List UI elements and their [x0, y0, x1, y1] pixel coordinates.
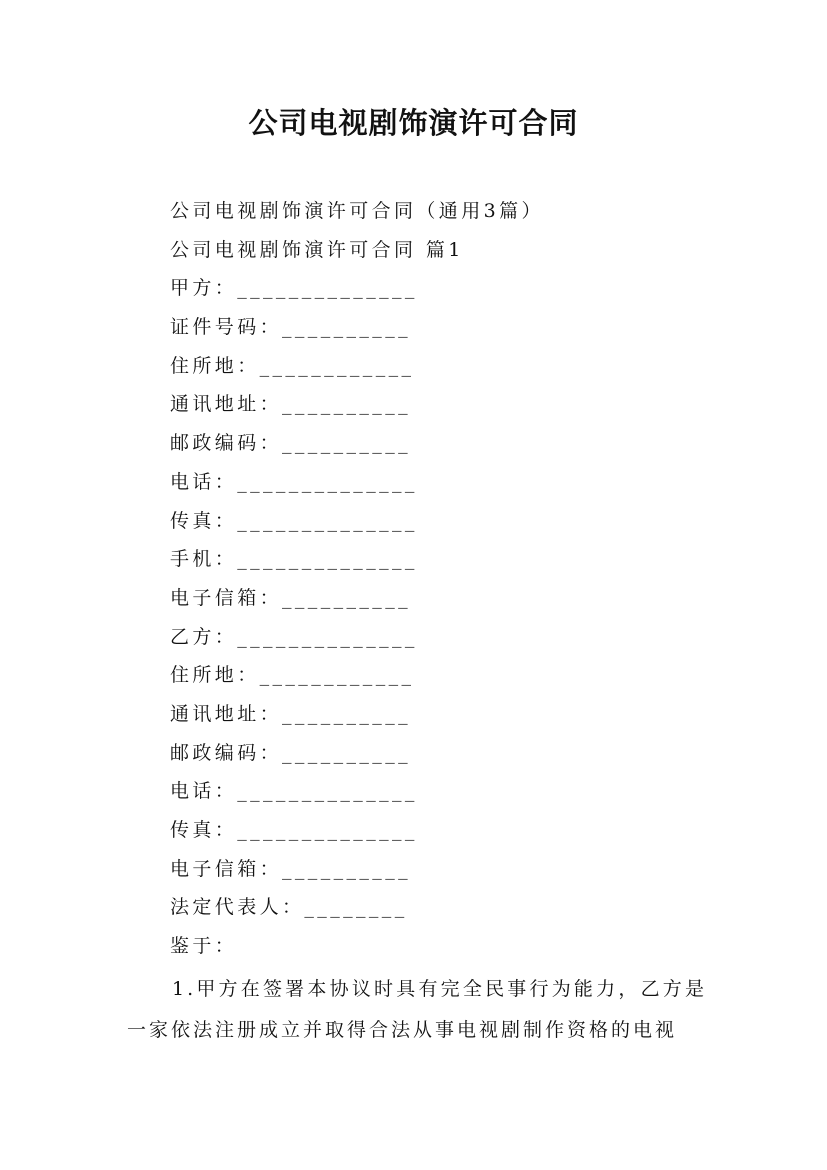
party-a-phone-field: 电话：______________: [170, 470, 418, 493]
party-a-email-field: 电子信箱：__________: [170, 586, 412, 609]
party-a-residence-field: 住所地：____________: [170, 354, 415, 377]
party-b-field: 乙方：______________: [170, 625, 418, 648]
legal-representative-field: 法定代表人：________: [170, 896, 408, 919]
party-b-email-field: 电子信箱：__________: [170, 857, 412, 880]
party-b-postal-code-field: 邮政编码：__________: [170, 741, 412, 764]
party-a-postal-code-field: 邮政编码：__________: [170, 432, 412, 455]
document-body-lines: [170, 192, 730, 966]
party-a-mailing-address-field: 通讯地址：__________: [170, 393, 412, 416]
document-title: 公司电视剧饰演许可合同: [248, 106, 579, 140]
subtitle-line: 公司电视剧饰演许可合同（通用3篇）: [170, 200, 544, 222]
party-b-mailing-address-field: 通讯地址：__________: [170, 702, 412, 725]
section-heading: 公司电视剧饰演许可合同 篇1: [170, 238, 464, 261]
party-a-field: 甲方：______________: [170, 277, 418, 300]
party-a-mobile-field: 手机：______________: [170, 548, 418, 571]
whereas-clause-paragraph: 1.甲方在签署本协议时具有完全民事行为能力，乙方是一家依法注册成立并取得合法从事电视剧制作资格的电视: [127, 978, 707, 1041]
party-a-fax-field: 传真：______________: [170, 509, 418, 532]
party-a-id-number-field: 证件号码：__________: [170, 316, 412, 339]
party-b-residence-field: 住所地：____________: [170, 664, 415, 687]
whereas-heading: 鉴于：: [170, 935, 238, 958]
party-b-fax-field: 传真：______________: [170, 819, 418, 841]
party-b-phone-field: 电话：______________: [170, 780, 418, 803]
